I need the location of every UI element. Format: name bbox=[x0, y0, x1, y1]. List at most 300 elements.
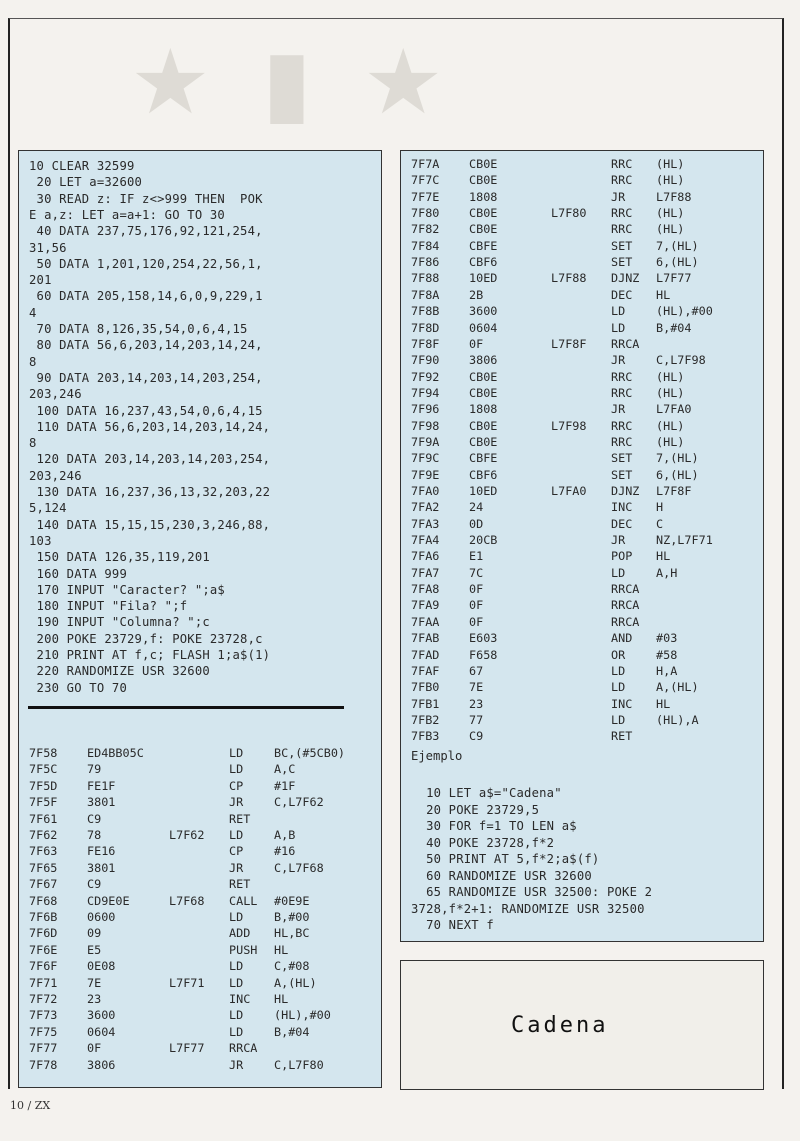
asm-row bbox=[401, 222, 763, 238]
asm-hex: 0604 bbox=[469, 320, 498, 335]
basic-line: 200 POKE 23729,f: POKE 23728,c bbox=[29, 631, 263, 646]
asm-hex: 78 bbox=[87, 828, 102, 842]
asm-opcode: RET bbox=[229, 811, 251, 826]
asm-row bbox=[401, 435, 763, 451]
example-result-panel bbox=[400, 960, 764, 1090]
asm-address: 7F65 bbox=[29, 860, 58, 875]
basic-line: 150 DATA 126,35,119,201 bbox=[29, 550, 210, 565]
asm-operand: BC,(#5CB0) bbox=[274, 746, 346, 760]
asm-row bbox=[401, 500, 763, 516]
asm-hex: CB0E bbox=[469, 173, 498, 188]
asm-operand: C,#08 bbox=[274, 959, 310, 974]
asm-row bbox=[19, 828, 381, 844]
asm-row bbox=[401, 615, 763, 631]
basic-line: 10 CLEAR 32599 bbox=[29, 159, 135, 173]
asm-operand: A,(HL) bbox=[656, 680, 699, 695]
asm-hex: 3600 bbox=[469, 304, 498, 319]
asm-hex: 0F bbox=[87, 1041, 102, 1056]
asm-opcode: JR bbox=[611, 533, 626, 548]
asm-hex: CBFE bbox=[469, 451, 498, 466]
asm-row bbox=[401, 173, 763, 189]
asm-opcode: JR bbox=[611, 353, 626, 368]
asm-address: 7FAF bbox=[411, 663, 440, 678]
asm-address: 7F6F bbox=[29, 959, 58, 974]
asm-row bbox=[401, 451, 763, 467]
asm-operand: B,#04 bbox=[656, 320, 692, 335]
asm-operand: #03 bbox=[656, 631, 678, 646]
basic-line: 203,246 bbox=[29, 468, 82, 483]
basic-line: 8 bbox=[29, 436, 37, 451]
asm-hex: 0604 bbox=[87, 1024, 116, 1039]
basic-line: E a,z: LET a=a+1: GO TO 30 bbox=[29, 207, 225, 222]
asm-opcode: RRC bbox=[611, 157, 633, 171]
asm-address: 7F90 bbox=[411, 353, 440, 368]
basic-line: 190 INPUT "Columna? ";c bbox=[29, 615, 210, 630]
asm-row bbox=[19, 910, 381, 926]
asm-address: 7F5D bbox=[29, 778, 58, 793]
asm-operand: H bbox=[656, 500, 664, 515]
asm-hex: 09 bbox=[87, 926, 102, 941]
asm-operand: HL bbox=[274, 942, 289, 957]
asm-operand: 7,(HL) bbox=[656, 451, 699, 466]
asm-operand: C,L7F80 bbox=[274, 1057, 324, 1072]
asm-operand: 7,(HL) bbox=[656, 238, 699, 253]
asm-opcode: LD bbox=[611, 320, 626, 335]
basic-line: 180 INPUT "Fila? ";f bbox=[29, 599, 188, 614]
asm-hex: ED4BB05C bbox=[87, 746, 144, 760]
asm-address: 7FB0 bbox=[411, 680, 440, 695]
basic-line: 220 RANDOMIZE USR 32600 bbox=[29, 664, 210, 679]
asm-address: 7F68 bbox=[29, 893, 58, 908]
asm-opcode: CP bbox=[229, 778, 244, 793]
asm-row bbox=[401, 566, 763, 582]
asm-opcode: RRC bbox=[611, 173, 633, 188]
asm-opcode: LD bbox=[229, 959, 244, 974]
basic-line: 20 LET a=32600 bbox=[29, 175, 143, 190]
asm-hex: CB0E bbox=[469, 222, 498, 237]
asm-address: 7F77 bbox=[29, 1041, 58, 1056]
asm-operand: #16 bbox=[274, 844, 296, 859]
basic-line: 80 DATA 56,6,203,14,203,14,24, bbox=[29, 338, 263, 353]
asm-hex: 67 bbox=[469, 663, 484, 678]
asm-address: 7FA7 bbox=[411, 565, 440, 580]
asm-hex: 3801 bbox=[87, 795, 116, 810]
basic-line: 170 INPUT "Caracter? ";a$ bbox=[29, 582, 225, 597]
asm-hex: 10ED bbox=[469, 271, 498, 286]
asm-address: 7F8F bbox=[411, 336, 440, 351]
asm-label: L7F71 bbox=[169, 975, 205, 990]
basic-line: 40 DATA 237,75,176,92,121,254, bbox=[29, 224, 263, 239]
asm-hex: F658 bbox=[469, 647, 498, 662]
asm-address: 7F6D bbox=[29, 926, 58, 941]
asm-opcode: DEC bbox=[611, 516, 633, 531]
asm-hex: 20CB bbox=[469, 533, 498, 548]
asm-address: 7F7A bbox=[411, 157, 440, 171]
asm-address: 7F6B bbox=[29, 910, 58, 924]
basic-line: 31,56 bbox=[29, 240, 67, 255]
asm-opcode: RRC bbox=[611, 434, 633, 449]
page-footer: 10 / ZX bbox=[10, 1099, 51, 1112]
assembly-listing-right-panel bbox=[400, 150, 764, 942]
asm-opcode: CALL bbox=[229, 893, 258, 908]
asm-row bbox=[19, 1008, 381, 1024]
asm-address: 7FA6 bbox=[411, 549, 440, 564]
asm-label: L7F88 bbox=[551, 271, 587, 286]
asm-row bbox=[19, 976, 381, 992]
asm-operand: 6,(HL) bbox=[656, 467, 699, 482]
asm-address: 7F86 bbox=[411, 255, 440, 270]
example-line: 10 LET a$="Cadena" bbox=[411, 786, 562, 800]
asm-address: 7F94 bbox=[411, 385, 440, 400]
asm-operand: L7F8F bbox=[656, 484, 692, 498]
asm-operand: L7F77 bbox=[656, 271, 692, 286]
asm-address: 7F98 bbox=[411, 418, 440, 433]
asm-row bbox=[19, 844, 381, 860]
asm-hex: CB0E bbox=[469, 206, 498, 221]
asm-opcode: ADD bbox=[229, 926, 251, 941]
asm-opcode: RET bbox=[611, 729, 633, 744]
asm-address: 7F78 bbox=[29, 1057, 58, 1072]
asm-address: 7F96 bbox=[411, 402, 440, 417]
basic-line: 160 DATA 999 bbox=[29, 566, 127, 581]
asm-operand: H,A bbox=[656, 663, 678, 678]
asm-address: 7F75 bbox=[29, 1024, 58, 1039]
asm-operand: A,B bbox=[274, 828, 296, 842]
asm-row bbox=[19, 812, 381, 828]
example-line: 70 NEXT f bbox=[411, 918, 494, 932]
asm-opcode: LD bbox=[611, 680, 626, 695]
asm-hex: CB0E bbox=[469, 369, 498, 384]
asm-address: 7F80 bbox=[411, 206, 440, 221]
example-heading: Ejemplo bbox=[411, 749, 463, 763]
asm-opcode: INC bbox=[611, 500, 633, 515]
asm-operand: A,H bbox=[656, 565, 678, 580]
asm-address: 7FB2 bbox=[411, 712, 440, 727]
asm-hex: CBF6 bbox=[469, 255, 498, 270]
asm-opcode: RRCA bbox=[611, 598, 640, 613]
asm-label: L7F98 bbox=[551, 418, 587, 433]
asm-row bbox=[401, 697, 763, 713]
asm-opcode: RRCA bbox=[611, 614, 640, 629]
asm-hex: 23 bbox=[469, 696, 484, 711]
basic-line: 30 READ z: IF z<>999 THEN POK bbox=[29, 191, 263, 206]
asm-row bbox=[401, 680, 763, 696]
asm-hex: 7E bbox=[87, 975, 102, 990]
asm-hex: 3801 bbox=[87, 860, 116, 875]
basic-line: 140 DATA 15,15,15,230,3,246,88, bbox=[29, 517, 271, 532]
asm-address: 7FA2 bbox=[411, 500, 440, 515]
asm-hex: 7C bbox=[469, 565, 484, 580]
asm-hex: 0E08 bbox=[87, 959, 116, 974]
asm-opcode: RRC bbox=[611, 385, 633, 400]
asm-row bbox=[401, 484, 763, 500]
example-line: 20 POKE 23729,5 bbox=[411, 802, 540, 817]
asm-opcode: SET bbox=[611, 451, 633, 466]
asm-hex: FE16 bbox=[87, 844, 116, 859]
asm-opcode: LD bbox=[229, 975, 244, 990]
asm-opcode: DJNZ bbox=[611, 271, 640, 286]
basic-line: 100 DATA 16,237,43,54,0,6,4,15 bbox=[29, 403, 263, 418]
asm-label: L7F77 bbox=[169, 1041, 205, 1056]
asm-operand: (HL),#00 bbox=[656, 304, 713, 319]
asm-label: L7FA0 bbox=[551, 484, 587, 498]
asm-label: L7F80 bbox=[551, 206, 587, 221]
asm-row bbox=[19, 959, 381, 975]
asm-opcode: RRCA bbox=[229, 1041, 258, 1056]
asm-row bbox=[401, 370, 763, 386]
asm-opcode: LD bbox=[229, 910, 244, 924]
asm-hex: CBF6 bbox=[469, 467, 498, 482]
asm-operand: C bbox=[656, 516, 664, 531]
asm-opcode: OR bbox=[611, 647, 626, 662]
basic-line: 130 DATA 16,237,36,13,32,203,22 bbox=[29, 485, 271, 499]
asm-address: 7F5F bbox=[29, 795, 58, 810]
asm-address: 7FB3 bbox=[411, 729, 440, 744]
basic-listing-panel bbox=[18, 150, 382, 706]
asm-address: 7F88 bbox=[411, 271, 440, 286]
asm-row bbox=[401, 255, 763, 271]
asm-address: 7F5C bbox=[29, 762, 58, 777]
asm-row bbox=[401, 631, 763, 647]
basic-line: 5,124 bbox=[29, 501, 67, 516]
asm-row bbox=[401, 419, 763, 435]
asm-operand: (HL) bbox=[656, 173, 685, 188]
asm-address: 7F9A bbox=[411, 434, 440, 449]
asm-hex: FE1F bbox=[87, 778, 116, 793]
basic-line: 60 DATA 205,158,14,6,0,9,229,1 bbox=[29, 289, 263, 304]
result-text: Cadena bbox=[511, 1013, 609, 1038]
asm-hex: CB0E bbox=[469, 418, 498, 433]
asm-address: 7F7C bbox=[411, 173, 440, 188]
asm-row bbox=[401, 729, 763, 745]
asm-row bbox=[19, 1025, 381, 1041]
asm-opcode: INC bbox=[611, 696, 633, 711]
basic-line: 110 DATA 56,6,203,14,203,14,24, bbox=[29, 419, 271, 434]
asm-opcode: LD bbox=[611, 304, 626, 319]
asm-hex: 79 bbox=[87, 762, 102, 777]
asm-row bbox=[401, 549, 763, 565]
asm-operand: (HL) bbox=[656, 222, 685, 237]
asm-operand: HL,BC bbox=[274, 926, 310, 941]
asm-address: 7FAA bbox=[411, 614, 440, 629]
asm-hex: 24 bbox=[469, 500, 484, 515]
example-line: 3728,f*2+1: RANDOMIZE USR 32500 bbox=[411, 901, 645, 916]
asm-operand: B,#00 bbox=[274, 910, 310, 924]
asm-opcode: INC bbox=[229, 992, 251, 1006]
asm-address: 7FA8 bbox=[411, 582, 440, 597]
asm-address: 7F58 bbox=[29, 746, 58, 760]
asm-row bbox=[401, 468, 763, 484]
asm-row bbox=[19, 795, 381, 811]
asm-address: 7FAD bbox=[411, 647, 440, 662]
asm-address: 7F92 bbox=[411, 369, 440, 384]
asm-opcode: RRC bbox=[611, 206, 633, 221]
asm-opcode: JR bbox=[229, 795, 244, 810]
asm-hex: 77 bbox=[469, 712, 484, 727]
asm-hex: CB0E bbox=[469, 434, 498, 449]
basic-line: 4 bbox=[29, 305, 37, 320]
asm-operand: (HL) bbox=[656, 385, 685, 400]
asm-hex: 1808 bbox=[469, 189, 498, 204]
asm-opcode: DJNZ bbox=[611, 484, 640, 498]
asm-address: 7F6E bbox=[29, 942, 58, 957]
asm-operand: (HL) bbox=[656, 157, 685, 171]
example-line: 60 RANDOMIZE USR 32600 bbox=[411, 868, 592, 883]
asm-operand: #0E9E bbox=[274, 893, 310, 908]
basic-line: 90 DATA 203,14,203,14,203,254, bbox=[29, 370, 263, 385]
asm-label: L7F68 bbox=[169, 893, 205, 908]
asm-row bbox=[401, 288, 763, 304]
asm-hex: E5 bbox=[87, 942, 102, 957]
asm-operand: (HL) bbox=[656, 206, 685, 221]
asm-hex: 23 bbox=[87, 992, 102, 1006]
asm-opcode: RRCA bbox=[611, 582, 640, 597]
asm-row bbox=[19, 746, 381, 762]
asm-operand: C,L7F68 bbox=[274, 860, 324, 875]
asm-row bbox=[19, 1058, 381, 1074]
asm-opcode: RRCA bbox=[611, 336, 640, 351]
asm-address: 7F8D bbox=[411, 320, 440, 335]
asm-row bbox=[401, 190, 763, 206]
asm-operand: A,(HL) bbox=[274, 975, 317, 990]
asm-hex: 0F bbox=[469, 336, 484, 351]
asm-row bbox=[401, 337, 763, 353]
asm-row bbox=[401, 648, 763, 664]
asm-row bbox=[401, 598, 763, 614]
asm-operand: #58 bbox=[656, 647, 678, 662]
asm-address: 7FAB bbox=[411, 631, 440, 646]
asm-address: 7F63 bbox=[29, 844, 58, 859]
asm-operand: (HL),A bbox=[656, 712, 699, 727]
asm-row bbox=[401, 304, 763, 320]
asm-opcode: LD bbox=[611, 565, 626, 580]
basic-line: 203,246 bbox=[29, 387, 82, 402]
asm-hex: 7E bbox=[469, 680, 484, 695]
asm-address: 7F72 bbox=[29, 992, 58, 1006]
asm-opcode: LD bbox=[611, 663, 626, 678]
asm-opcode: DEC bbox=[611, 287, 633, 302]
asm-hex: CB0E bbox=[469, 157, 498, 171]
asm-hex: CD9E0E bbox=[87, 893, 130, 908]
asm-hex: 0600 bbox=[87, 910, 116, 924]
background-artwork: ★ ▮ ★ bbox=[130, 30, 454, 135]
asm-opcode: LD bbox=[229, 828, 244, 842]
asm-hex: CBFE bbox=[469, 238, 498, 253]
asm-address: 7F82 bbox=[411, 222, 440, 237]
asm-row bbox=[401, 321, 763, 337]
asm-row bbox=[401, 353, 763, 369]
asm-address: 7F71 bbox=[29, 975, 58, 990]
asm-opcode: RET bbox=[229, 877, 251, 892]
asm-operand: C,L7F98 bbox=[656, 353, 706, 368]
asm-hex: 1808 bbox=[469, 402, 498, 417]
asm-hex: 3806 bbox=[469, 353, 498, 368]
asm-address: 7F7E bbox=[411, 189, 440, 204]
asm-row bbox=[19, 926, 381, 942]
asm-operand: A,C bbox=[274, 762, 296, 777]
asm-opcode: JR bbox=[229, 1057, 244, 1072]
asm-row bbox=[401, 386, 763, 402]
asm-operand: (HL) bbox=[656, 434, 685, 449]
asm-row bbox=[19, 943, 381, 959]
asm-address: 7FA4 bbox=[411, 533, 440, 548]
asm-opcode: SET bbox=[611, 467, 633, 482]
asm-row bbox=[401, 582, 763, 598]
asm-opcode: LD bbox=[229, 746, 244, 760]
asm-row bbox=[19, 1041, 381, 1057]
asm-row bbox=[401, 206, 763, 222]
asm-operand: HL bbox=[274, 992, 289, 1006]
basic-line: 120 DATA 203,14,203,14,203,254, bbox=[29, 452, 271, 467]
asm-operand: HL bbox=[656, 287, 671, 302]
asm-operand: (HL) bbox=[656, 418, 685, 433]
asm-row bbox=[401, 517, 763, 533]
asm-opcode: CP bbox=[229, 844, 244, 859]
asm-opcode: RRC bbox=[611, 369, 633, 384]
asm-row bbox=[401, 664, 763, 680]
asm-hex: C9 bbox=[87, 811, 102, 826]
asm-hex: E603 bbox=[469, 631, 498, 646]
asm-operand: 6,(HL) bbox=[656, 255, 699, 270]
example-line: 40 POKE 23728,f*2 bbox=[411, 835, 555, 850]
asm-row bbox=[401, 239, 763, 255]
asm-opcode: LD bbox=[229, 1024, 244, 1039]
asm-operand: L7FA0 bbox=[656, 402, 692, 417]
asm-operand: C,L7F62 bbox=[274, 795, 324, 810]
example-line: 50 PRINT AT 5,f*2;a$(f) bbox=[411, 852, 600, 866]
asm-row bbox=[19, 877, 381, 893]
asm-label: L7F8F bbox=[551, 336, 587, 351]
asm-address: 7F61 bbox=[29, 811, 58, 826]
asm-operand: L7F88 bbox=[656, 189, 692, 204]
asm-row bbox=[19, 779, 381, 795]
asm-hex: 2B bbox=[469, 287, 484, 302]
asm-hex: E1 bbox=[469, 549, 484, 564]
asm-opcode: JR bbox=[229, 860, 244, 875]
asm-opcode: RRC bbox=[611, 418, 633, 433]
asm-opcode: SET bbox=[611, 238, 633, 253]
asm-address: 7F9C bbox=[411, 451, 440, 466]
basic-line: 103 bbox=[29, 533, 52, 548]
asm-opcode: PUSH bbox=[229, 942, 258, 957]
asm-opcode: AND bbox=[611, 631, 633, 646]
asm-address: 7FB1 bbox=[411, 696, 440, 711]
asm-operand: (HL) bbox=[656, 369, 685, 384]
asm-address: 7F73 bbox=[29, 1008, 58, 1023]
asm-hex: 0F bbox=[469, 598, 484, 613]
asm-opcode: LD bbox=[229, 1008, 244, 1023]
asm-operand: HL bbox=[656, 696, 671, 711]
asm-operand: #1F bbox=[274, 778, 296, 793]
basic-line: 70 DATA 8,126,35,54,0,6,4,15 bbox=[29, 322, 248, 336]
asm-hex: 0D bbox=[469, 516, 484, 531]
asm-address: 7F67 bbox=[29, 877, 58, 892]
asm-row bbox=[19, 861, 381, 877]
section-divider bbox=[28, 706, 344, 709]
asm-operand: (HL),#00 bbox=[274, 1008, 331, 1023]
asm-opcode: SET bbox=[611, 255, 633, 270]
asm-opcode: LD bbox=[611, 712, 626, 727]
asm-hex: 0F bbox=[469, 582, 484, 597]
assembly-listing-left-panel bbox=[18, 704, 382, 1088]
asm-row bbox=[401, 533, 763, 549]
asm-row bbox=[19, 894, 381, 910]
basic-line: 201 bbox=[29, 273, 52, 288]
asm-label: L7F62 bbox=[169, 828, 205, 842]
asm-hex: CB0E bbox=[469, 385, 498, 400]
asm-opcode: JR bbox=[611, 189, 626, 204]
asm-address: 7FA9 bbox=[411, 598, 440, 613]
